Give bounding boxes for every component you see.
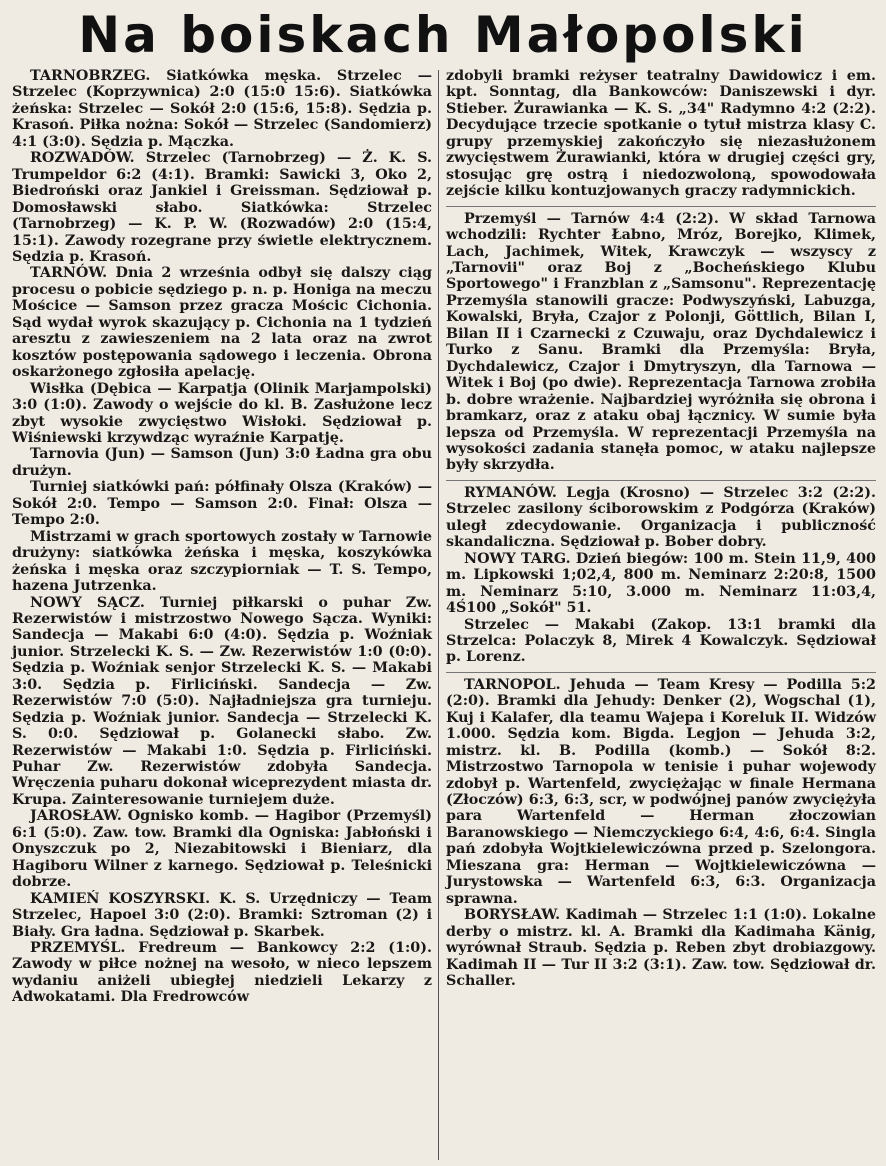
paragraph: NOWY TARG. Dzień biegów: 100 m. Stein 11,9, 400 m. Lipkowski 1;02,4, 800 m. Neminarz 2:20:8, 1500 m. Neminarz 5:10, 3.000 m. Neminarz 11:03,4, 4Ś100 „Sokół" 51. <box>446 550 876 617</box>
paragraph: Przemyśl — Tarnów 4:4 (2:2). W skład Tarnowa wchodzili: Rychter Łabno, Mróz, Borejko, Klimek, Lach, Jachimek, Witek, Krawczyk — wszyscy z „Tarnovii" oraz Boj z „Bocheńskiego Klubu Sportowego" i Franzblan z „Samsonu". Reprezentację Przemyśla stanowili gracze: Podwyszyński, Labuzga, Kowalski, Bryła, Czajor z Polonji, Göttlich, Bilan I, Bilan II i Czarnecki z Czuwaju, oraz Dychdalewicz i Turko z Sanu. Bramki dla Przemyśla: Bryła, Dychdalewicz, Czajor i Dmytryszyn, dla Tarnowa — Witek i Boj (po dwie). Reprezentacja Tarnowa zrobiła b. dobre wrażenie. Najbardziej wyróżniła się obrona i bramkarz, oraz z ataku obaj łącznicy. W sumie była lepsza od Przemyśla. W reprezentacji Przemyśla na wysokości zadania stanęła pomoc, w ataku najlepsze były skrzydła. <box>446 210 876 474</box>
paragraph: Tarnovia (Jun) — Samson (Jun) 3:0 Ładna gra obu drużyn. <box>12 446 432 479</box>
column-divider <box>438 70 439 1160</box>
section-divider <box>446 202 876 207</box>
paragraph: BORYSŁAW. Kadimah — Strzelec 1:1 (1:0). Lokalne derby o mistrz. kl. A. Bramki dla Kadimaha Känig, wyrównał Straub. Sędzia p. Reben zbyt drobiazgowy. Kadimah II — Tur II 3:2 (3:1). Zaw. tow. Sędziował dr. Schaller. <box>446 907 876 990</box>
paragraph: zdobyli bramki reżyser teatralny Dawidowicz i em. kpt. Sonntag, dla Bankowców: Daniszewski i dyr. Stieber. Żurawianka — K. S. „34" Radymno 4:2 (2:2). Decydujące trzecie spotkanie o tytuł mistrza klasy C. grupy przemyskiej zakończyło się niezasłużonem zwycięstwem Żurawianki, która w drugiej części gry, stosując grę ostrą i niedozwoloną, spowodowała zejście kilku kontuzjowanych graczy radymnickich. <box>446 68 876 200</box>
paragraph: TARNOBRZEG. Siatkówka męska. Strzelec — Strzelec (Koprzywnica) 2:0 (15:0 15:6). Siatkówka żeńska: Strzelec — Sokół 2:0 (15:6, 15:8). Sędzia p. Krasoń. Piłka nożna: Sokół — Strzelec (Sandomierz) 4:1 (3:0). Sędzia p. Mączka. <box>12 68 432 150</box>
paragraph: Turniej siatkówki pań: półfinały Olsza (Kraków) — Sokół 2:0. Tempo — Samson 2:0. Finał: Olsza — Tempo 2:0. <box>12 479 432 529</box>
left-column <box>12 68 432 1006</box>
paragraph: Mistrzami w grach sportowych zostały w Tarnowie drużyny: siatkówka żeńska i męska, koszykówka żeńska i męska oraz szczypiorniak — T. S. Tempo, hazena Jutrzenka. <box>12 528 432 595</box>
section-divider <box>446 668 876 673</box>
paragraph: PRZEMYŚL. Fredreum — Bankowcy 2:2 (1:0). Zawody w piłce nożnej na wesoło, w nieco lepszem wydaniu aniżeli ubiegłej niedzieli Lekarzy z Adwokatami. Dla Fredrowców <box>12 940 432 1006</box>
right-column <box>446 68 876 989</box>
paragraph: TARNÓW. Dnia 2 września odbył się dalszy ciąg procesu o pobicie sędziego p. n. p. Honiga na meczu Mościce — Samson przez gracza Mościc Cichonia. Sąd wydał wyrok skazujący p. Cichonia na 1 tydzień aresztu z zawieszeniem na 2 lata oraz na zwrot kosztów postępowania sądowego i leczenia. Obrona oskarżonego zgłosiła apelację. <box>12 265 432 381</box>
paragraph: JAROSŁAW. Ognisko komb. — Hagibor (Przemyśl) 6:1 (5:0). Zaw. tow. Bramki dla Ogniska: Jabłoński i Onyszczuk po 2, Niezabitowski i Bieniarz, dla Hagiboru Wilner z karnego. Sędziował p. Teleśnicki dobrze. <box>12 808 432 891</box>
paragraph: TARNOPOL. Jehuda — Team Kresy — Podilla 5:2 (2:0). Bramki dla Jehudy: Denker (2), Wogschal (1), Kuj i Kalafer, dla teamu Wajepa i Koreluk II. Widzów 1.000. Sędzia kom. Bigda. Legjon — Jehuda 3:2, mistrz. kl. B. Podilla (komb.) — Sokół 8:2. Mistrzostwo Tarnopola w tenisie i puhar wojewody zdobył p. Wartenfeld, zwyciężając w finale Hermana (Złoczów) 6:3, 6:3, scr, w podwójnej panów zwyciężyła para Wartenfeld — Herman złoczowian Baranowskiego — Niemczyckiego 6:4, 4:6, 6:4. Singla pań zdobyła Wojtkielewiczówna przed p. Szelongora. Mieszana gra: Herman — Wojtkielewiczówna — Jurystowska — Wartenfeld 6:3, 6:3. Organizacja sprawna. <box>446 676 876 907</box>
paragraph: ROZWADÓW. Strzelec (Tarnobrzeg) — Ż. K. S. Trumpeldor 6:2 (4:1). Bramki: Sawicki 3, Oko 2, Biedroński oraz Jankiel i Greissman. Sędziował p. Domosławski słabo. Siatkówka: Strzelec (Tarnobrzeg) — K. P. W. (Rozwadów) 2:0 (15:4, 15:1). Zawody rozegrane przy świetle elektrycznem. Sędzia p. Krasoń. <box>12 150 432 265</box>
paragraph: Wisłka (Dębica — Karpatja (Olinik Marjampolski) 3:0 (1:0). Zawody o wejście do kl. B. Zasłużone lecz zbyt wysokie zwycięstwo Wisłoki. Sędziował p. Wiśniewski krzywdząc wyraźnie Karpatję. <box>12 380 432 446</box>
paragraph: Strzelec — Makabi (Zakop. 13:1 bramki dla Strzelca: Polaczyk 8, Mirek 4 Kowalczyk. Sędziował p. Lorenz. <box>446 616 876 666</box>
paragraph: KAMIEŃ KOSZYRSKI. K. S. Urzędniczy — Team Strzelec, Hapoel 3:0 (2:0). Bramki: Sztroman (2) i Biały. Gra ładna. Sędziował p. Skarbek. <box>12 890 432 940</box>
paragraph: RYMANÓW. Legja (Krosno) — Strzelec 3:2 (2:2). Strzelec zasilony ściborowskim z Podgórza (Kraków) uległ zdecydowanie. Organizacja i publiczność skandaliczna. Sędziował p. Bober dobry. <box>446 484 876 551</box>
section-divider <box>446 476 876 481</box>
page-title: Na boiskach Małopolski <box>78 6 808 64</box>
paragraph: NOWY SĄCZ. Turniej piłkarski o puhar Zw. Rezerwistów i mistrzostwo Nowego Sącza. Wyniki: Sandecja — Makabi 6:0 (4:0). Sędzia p. Woźniak junior. Strzelecki K. S. — Zw. Rezerwistów 1:0 (0:0). Sędzia p. Woźniak senjor Strzelecki K. S. — Makabi 3:0. Sędzia p. Firliciński. Sandecja — Zw. Rezerwistów 7:0 (5:0). Najładniejsza gra turnieju. Sędzia p. Woźniak junior. Sandecja — Strzelecki K. S. 0:0. Sędziował p. Golanecki słabo. Zw. Rezerwistów — Makabi 1:0. Sędzia p. Firliciński. Puhar Zw. Rezerwistów zdobyła Sandecja. Wręczenia puharu dokonał wiceprezydent miasta dr. Krupa. Zainteresowanie turniejem duże. <box>12 594 432 808</box>
